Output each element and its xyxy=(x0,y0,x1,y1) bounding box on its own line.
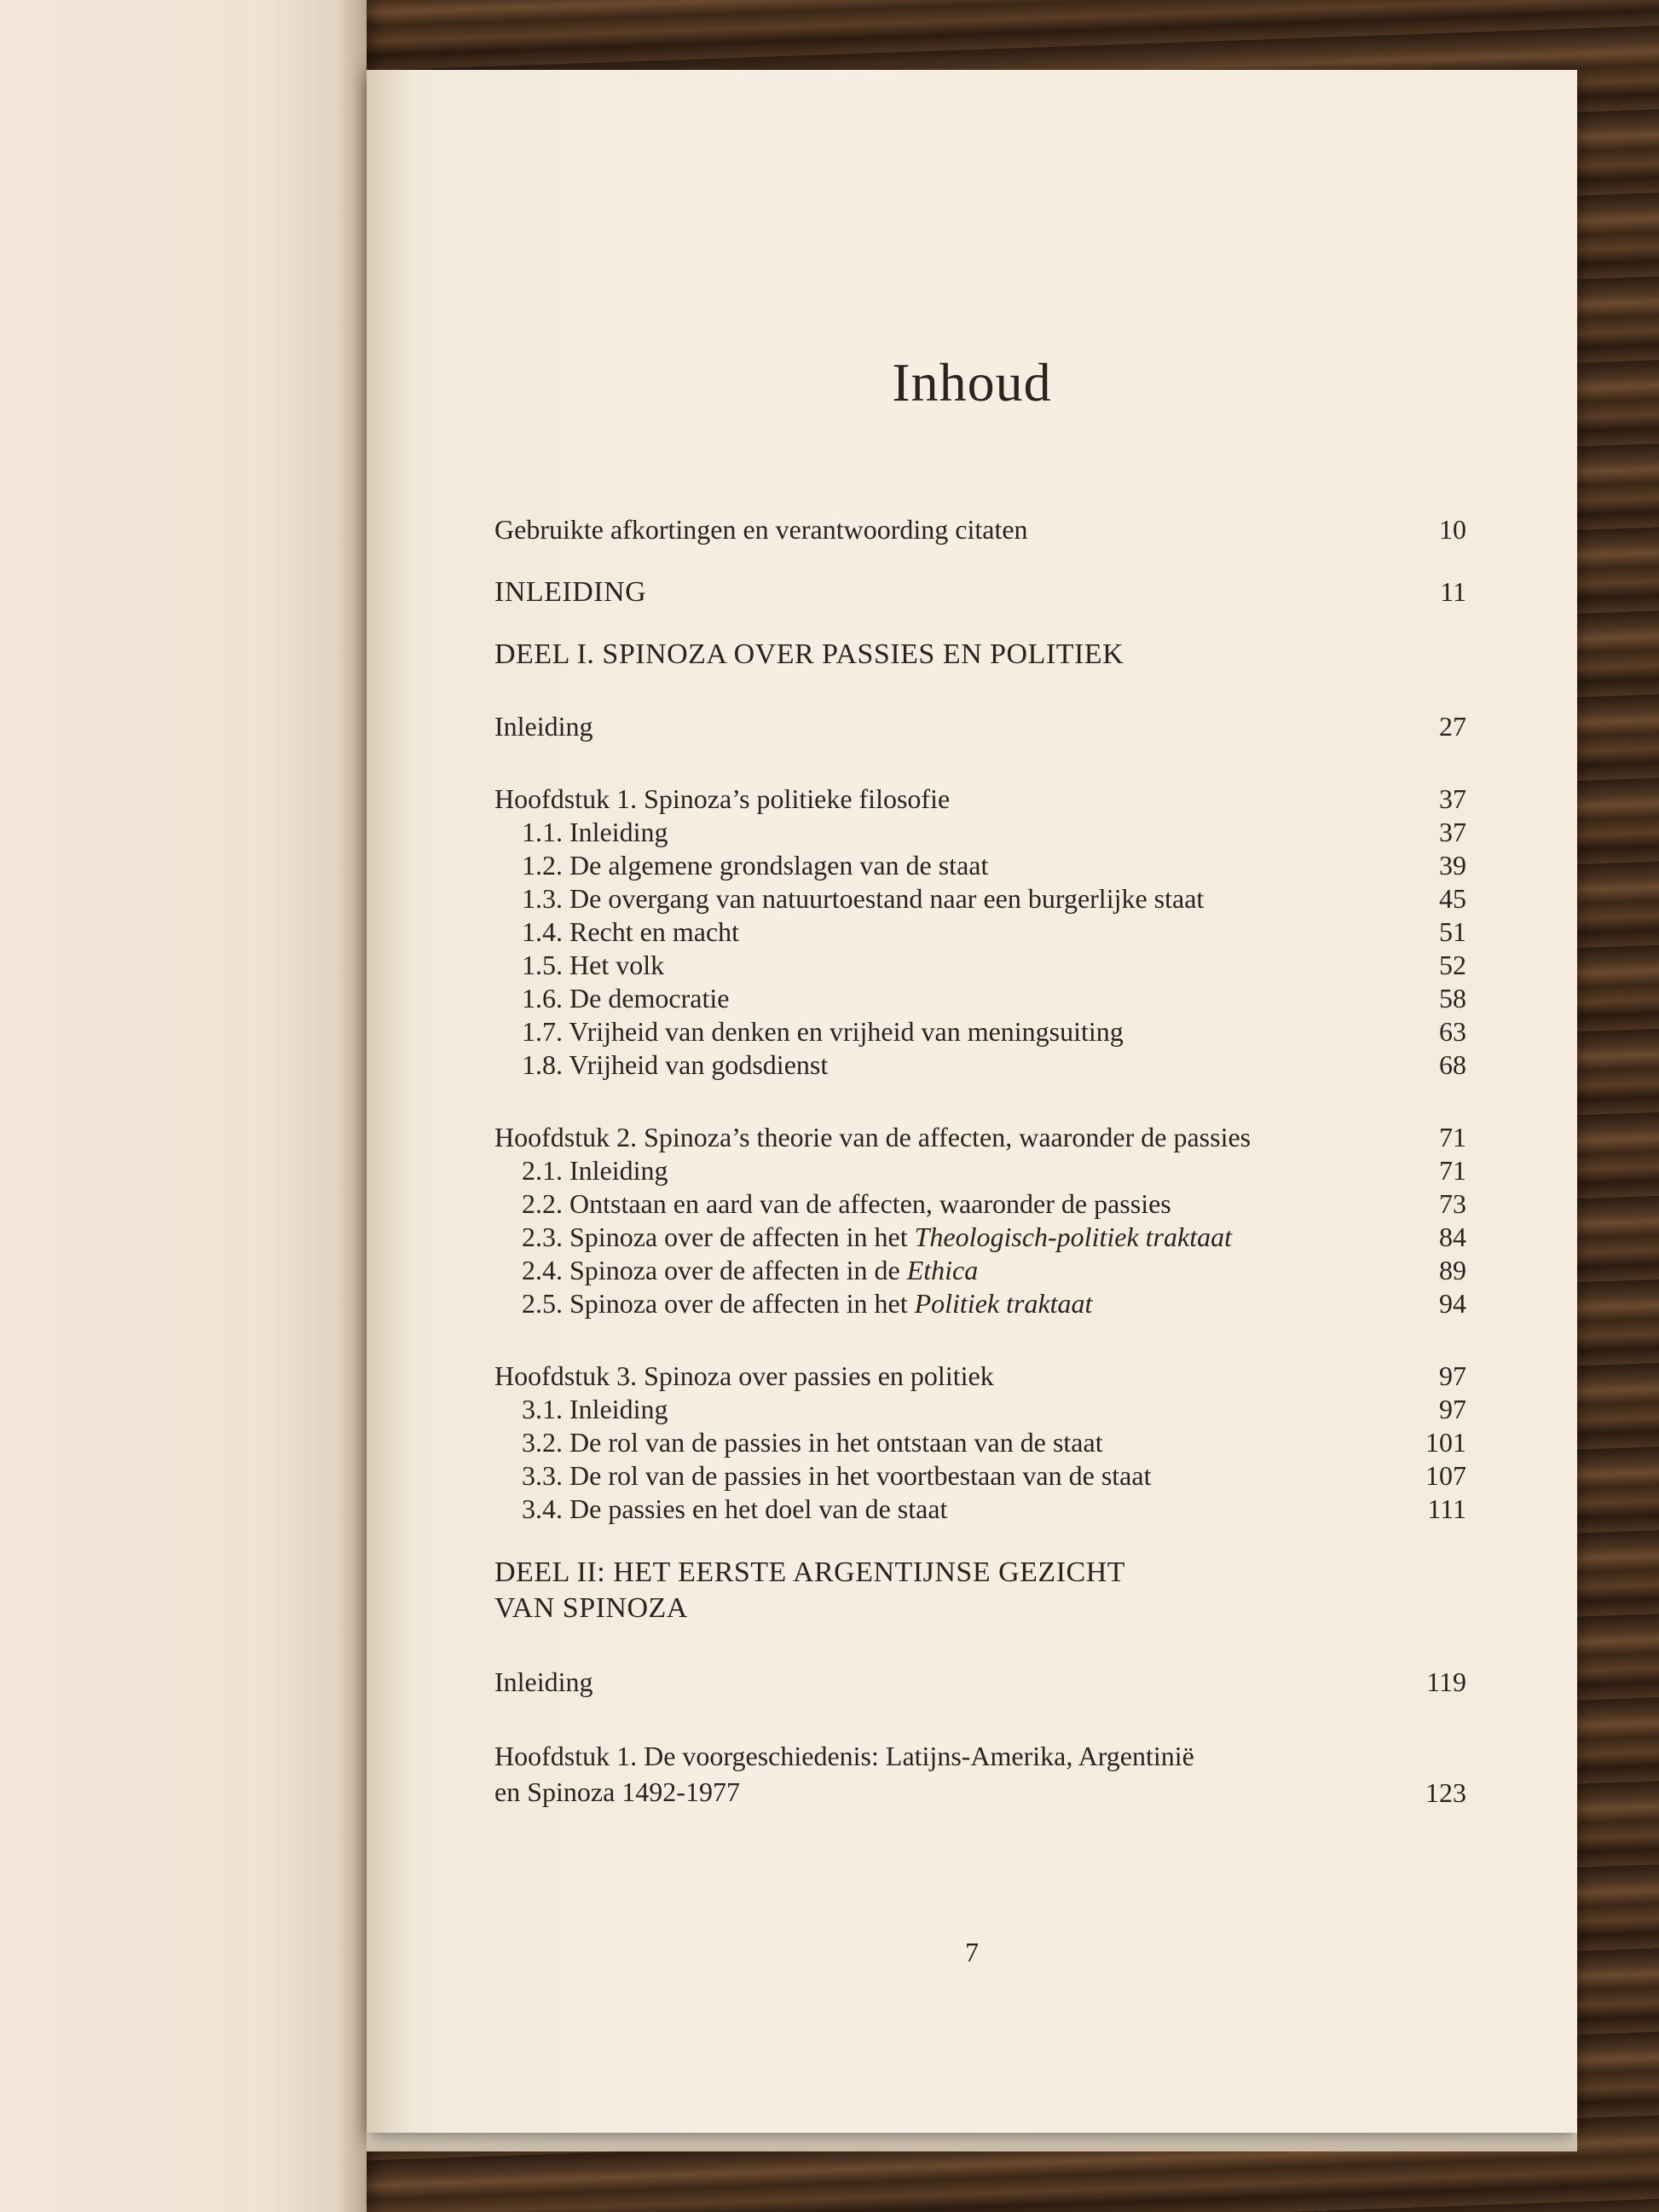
toc-entry-title: 1.4. Recht en macht xyxy=(522,916,740,947)
toc-entry-title: 1.2. De algemene grondslagen van de staat xyxy=(522,850,989,881)
toc-entry-page: 71 xyxy=(1439,1122,1466,1152)
toc-section xyxy=(494,1154,1466,1187)
toc-entry-page: 94 xyxy=(1439,1288,1466,1319)
page-edge xyxy=(367,2133,1577,2151)
toc-part-heading xyxy=(494,1555,1466,1626)
toc-entry-page: 27 xyxy=(1439,711,1466,742)
toc-entry-title: 1.7. Vrijheid van denken en vrijheid van meningsuiting xyxy=(522,1016,1124,1047)
page-content xyxy=(367,70,1577,2133)
toc-entry-title: 1.3. De overgang van natuurtoestand naar een burgerlijke staat xyxy=(522,883,1205,914)
table-of-contents xyxy=(494,513,1466,1810)
toc-entry-page: 84 xyxy=(1439,1222,1466,1252)
toc-entry-page: 97 xyxy=(1439,1394,1466,1424)
toc-section xyxy=(494,1287,1466,1320)
toc-entry-title: Hoofdstuk 1. Spinoza’s politieke filosofie xyxy=(494,783,951,814)
toc-entry-page: 37 xyxy=(1439,817,1466,847)
toc-entry-title: 1.5. Het volk xyxy=(522,950,665,980)
toc-entry-page: 37 xyxy=(1439,783,1466,814)
toc-section xyxy=(494,1187,1466,1221)
toc-section xyxy=(494,1459,1466,1493)
toc-entry-page: 101 xyxy=(1425,1427,1466,1458)
toc-entry-title: Hoofdstuk 3. Spinoza over passies en politiek xyxy=(494,1360,994,1391)
toc-entry xyxy=(494,710,1466,743)
toc-entry-title: 1.1. Inleiding xyxy=(522,817,668,847)
left-page xyxy=(0,0,367,2212)
toc-entry-title: 3.4. De passies en het doel van de staat xyxy=(522,1493,948,1524)
toc-section xyxy=(494,915,1466,949)
toc-entry-page: 73 xyxy=(1439,1188,1466,1219)
toc-section xyxy=(494,949,1466,982)
toc-entry-title-plain: 2.3. Spinoza over de affecten in het xyxy=(522,1222,915,1252)
toc-section xyxy=(494,1221,1466,1254)
toc-entry xyxy=(494,575,1466,609)
toc-entry-page: 111 xyxy=(1427,1493,1466,1524)
toc-section xyxy=(494,982,1466,1015)
toc-entry-page: 52 xyxy=(1439,950,1466,980)
toc-entry-page: 68 xyxy=(1439,1049,1466,1080)
toc-entry-title xyxy=(494,1254,1398,1287)
toc-entry-page: 10 xyxy=(1439,514,1466,545)
toc-entry-page: 58 xyxy=(1439,983,1466,1014)
toc-chapter xyxy=(494,1121,1466,1154)
toc-entry-title: 1.8. Vrijheid van godsdienst xyxy=(522,1049,829,1080)
toc-entry-page: 71 xyxy=(1439,1155,1466,1186)
toc-entry-title: 3.3. De rol van de passies in het voortbestaan van de staat xyxy=(522,1460,1152,1491)
toc-entry-title: DEEL I. SPINOZA OVER PASSIES EN POLITIEK xyxy=(494,638,1124,670)
page-title: Inhoud xyxy=(892,352,1052,413)
toc-entry xyxy=(494,513,1466,546)
toc-chapter xyxy=(494,783,1466,816)
toc-entry-title-italic: Politiek traktaat xyxy=(914,1288,1093,1319)
toc-chapter xyxy=(494,1738,1466,1810)
toc-part-heading xyxy=(494,638,1466,671)
toc-section xyxy=(494,816,1466,849)
toc-section xyxy=(494,1393,1466,1426)
toc-section xyxy=(494,882,1466,915)
toc-entry-page: 11 xyxy=(1440,576,1466,607)
toc-section xyxy=(494,849,1466,882)
toc-entry-title-line1: DEEL II: HET EERSTE ARGENTIJNSE GEZICHT xyxy=(494,1556,1126,1588)
toc-entry-title xyxy=(494,1738,1398,1810)
toc-entry-title-line2: en Spinoza 1492-1977 xyxy=(494,1776,740,1807)
page-number: 7 xyxy=(965,1937,979,1967)
toc-entry-title: 3.2. De rol van de passies in het ontstaan van de staat xyxy=(522,1427,1103,1458)
toc-entry-title: 1.6. De democratie xyxy=(522,983,730,1014)
toc-entry-title-italic: Theologisch-politiek traktaat xyxy=(914,1222,1232,1252)
toc-entry-title-italic: Ethica xyxy=(906,1255,979,1285)
toc-entry-page: 45 xyxy=(1439,883,1466,914)
toc-section xyxy=(494,1426,1466,1459)
toc-entry-title-plain: 2.5. Spinoza over de affecten in het xyxy=(522,1288,915,1319)
toc-entry-title: Inleiding xyxy=(494,711,593,742)
toc-entry-page: 97 xyxy=(1439,1360,1466,1391)
toc-entry-title: 2.2. Ontstaan en aard van de affecten, waaronder de passies xyxy=(522,1188,1171,1219)
toc-entry-title xyxy=(494,1555,1398,1626)
toc-entry-title-line1: Hoofdstuk 1. De voorgeschiedenis: Latijns-Amerika, Argentinië xyxy=(494,1741,1194,1771)
toc-entry-page: 123 xyxy=(1425,1777,1466,1808)
toc-entry-title: INLEIDING xyxy=(494,576,647,608)
toc-entry-page: 89 xyxy=(1439,1255,1466,1285)
toc-section xyxy=(494,1254,1466,1287)
toc-entry-page: 119 xyxy=(1426,1666,1466,1697)
toc-entry-title xyxy=(494,1221,1398,1254)
toc-entry-title: Gebruikte afkortingen en verantwoording citaten xyxy=(494,514,1028,545)
toc-section xyxy=(494,1493,1466,1526)
toc-entry-page: 39 xyxy=(1439,850,1466,881)
toc-section xyxy=(494,1048,1466,1082)
toc-section xyxy=(494,1015,1466,1048)
toc-entry-page: 51 xyxy=(1439,916,1466,947)
book-page xyxy=(367,70,1577,2133)
toc-entry-title: Inleiding xyxy=(494,1666,593,1697)
toc-entry xyxy=(494,1666,1466,1699)
toc-entry-title-line2: VAN SPINOZA xyxy=(494,1592,688,1624)
toc-entry-title xyxy=(494,1287,1398,1320)
toc-entry-page: 107 xyxy=(1425,1460,1466,1491)
toc-entry-page: 63 xyxy=(1439,1016,1466,1047)
toc-chapter xyxy=(494,1360,1466,1393)
toc-entry-title: 3.1. Inleiding xyxy=(522,1394,668,1424)
toc-entry-title: Hoofdstuk 2. Spinoza’s theorie van de affecten, waaronder de passies xyxy=(494,1122,1251,1152)
toc-entry-title: 2.1. Inleiding xyxy=(522,1155,668,1186)
toc-entry-title-plain: 2.4. Spinoza over de affecten in de xyxy=(522,1255,907,1285)
